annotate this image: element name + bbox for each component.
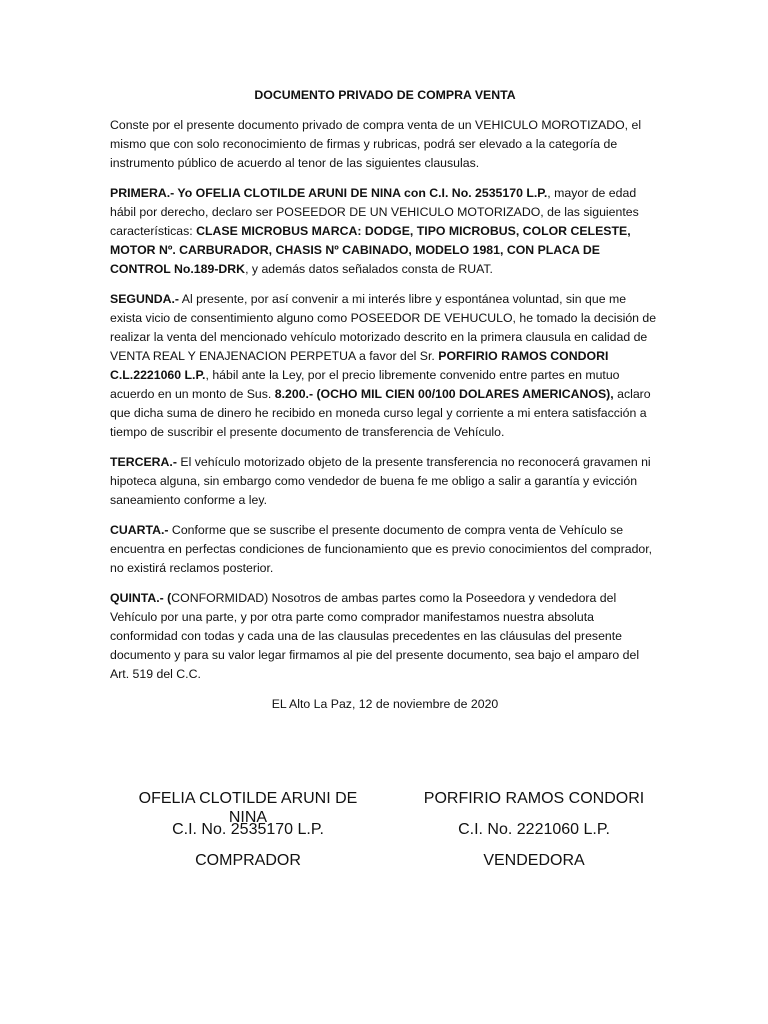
signature-name: OFELIA CLOTILDE ARUNI DE NINA: [138, 790, 358, 826]
clause-tercera-text: El vehículo motorizado objeto de la presente transferencia no reconocerá gravamen ni hipoteca alguna, sin embargo como vendedor de buena fe me obligo a salir a garantía y evicción saneamiento conforme a ley.: [110, 455, 651, 507]
clause-segunda-text-3: aclaro que dicha suma de dinero he recibido en moneda curso legal y corriente a mi entera satisfacción a tiempo de suscribir el presente documento de transferencia de Vehículo.: [110, 387, 651, 439]
clause-primera: [110, 184, 660, 279]
signature-role: VENDEDORA: [483, 852, 585, 869]
signature-role: COMPRADOR: [195, 852, 301, 869]
clause-segunda-text-1: Al presente, por así convenir a mi interés libre y espontánea voluntad, sin que me exista vicio de consentimiento alguno como POSEEDOR DE VEHUCULO, he tomado la decisión de realizar la venta del mencionado vehículo motorizado descrito en la primera clausula en calidad de VENTA REAL Y ENAJENACION PERPETUA a favor del Sr.: [110, 292, 657, 363]
clause-segunda-heading: SEGUNDA.-: [110, 292, 180, 306]
clause-tercera: [110, 453, 660, 510]
clause-segunda-buyer: PORFIRIO RAMOS CONDORI C.L.2221060 L.P.: [110, 349, 609, 382]
place-and-date: EL Alto La Paz, 12 de noviembre de 2020: [271, 697, 499, 711]
clause-primera-vehicle-details: CLASE MICROBUS MARCA: DODGE, TIPO MICROBUS, COLOR CELESTE, MOTOR Nº. CARBURADOR, CHASIS Nº CABINADO, MODELO 1981, CON PLACA DE CONTROL No.189-DRK: [110, 224, 631, 276]
clause-quinta-text: CONFORMIDAD) Nosotros de ambas partes como la Poseedora y vendedora del Vehículo por una parte, y por otra parte como comprador manifestamos nuestra absoluta conformidad con todas y cada una de las clausulas precedentes en las cláusulas del presente documento y para su valor legar firmamos al pie del presente documento, sea bajo el amparo del Art. 519 del C.C.: [110, 591, 640, 681]
clause-primera-text-1: , mayor de edad hábil por derecho, declaro ser POSEEDOR DE UN VEHICULO MOTORIZADO, de las siguientes características:: [110, 186, 639, 238]
clause-primera-text-2: , y además datos señalados consta de RUAT.: [245, 262, 493, 276]
signature-name: PORFIRIO RAMOS CONDORI: [423, 790, 645, 807]
clause-segunda: [110, 290, 660, 442]
clause-cuarta-heading: CUARTA.-: [110, 523, 169, 537]
intro-paragraph: Conste por el presente documento privado de compra venta de un VEHICULO MOROTIZADO, el mismo que con solo reconocimiento de firmas y rubricas, podrá ser elevado a la categoría de instrumento público de acuerdo al tenor de las siguientes clausulas.: [110, 118, 642, 170]
clause-cuarta-text: Conforme que se suscribe el presente documento de compra venta de Vehículo se encuentra en perfectas condiciones de funcionamiento que es previo conocimientos del comprador, no existirá reclamos posterior.: [110, 523, 653, 575]
clause-quinta: [110, 589, 660, 684]
clause-primera-heading: PRIMERA.- Yo OFELIA CLOTILDE ARUNI DE NINA con C.I. No. 2535170 L.P.: [110, 186, 548, 200]
clause-segunda-text-2: , hábil ante la Ley, por el precio libremente convenido entre partes en mutuo acuerdo en un monto de Sus.: [110, 368, 620, 401]
signature-ci: C.I. No. 2535170 L.P.: [172, 821, 324, 838]
clause-tercera-heading: TERCERA.-: [110, 455, 177, 469]
document-title: DOCUMENTO PRIVADO DE COMPRA VENTA: [254, 88, 516, 102]
signature-ci: C.I. No. 2221060 L.P.: [458, 821, 610, 838]
signature-block-seller: [404, 789, 664, 882]
signature-block-buyer: [118, 789, 378, 882]
clause-cuarta: [110, 521, 660, 578]
clause-segunda-amount: 8.200.- (OCHO MIL CIEN 00/100 DOLARES AMERICANOS),: [274, 387, 614, 401]
clause-quinta-heading: QUINTA.- (: [110, 591, 172, 605]
